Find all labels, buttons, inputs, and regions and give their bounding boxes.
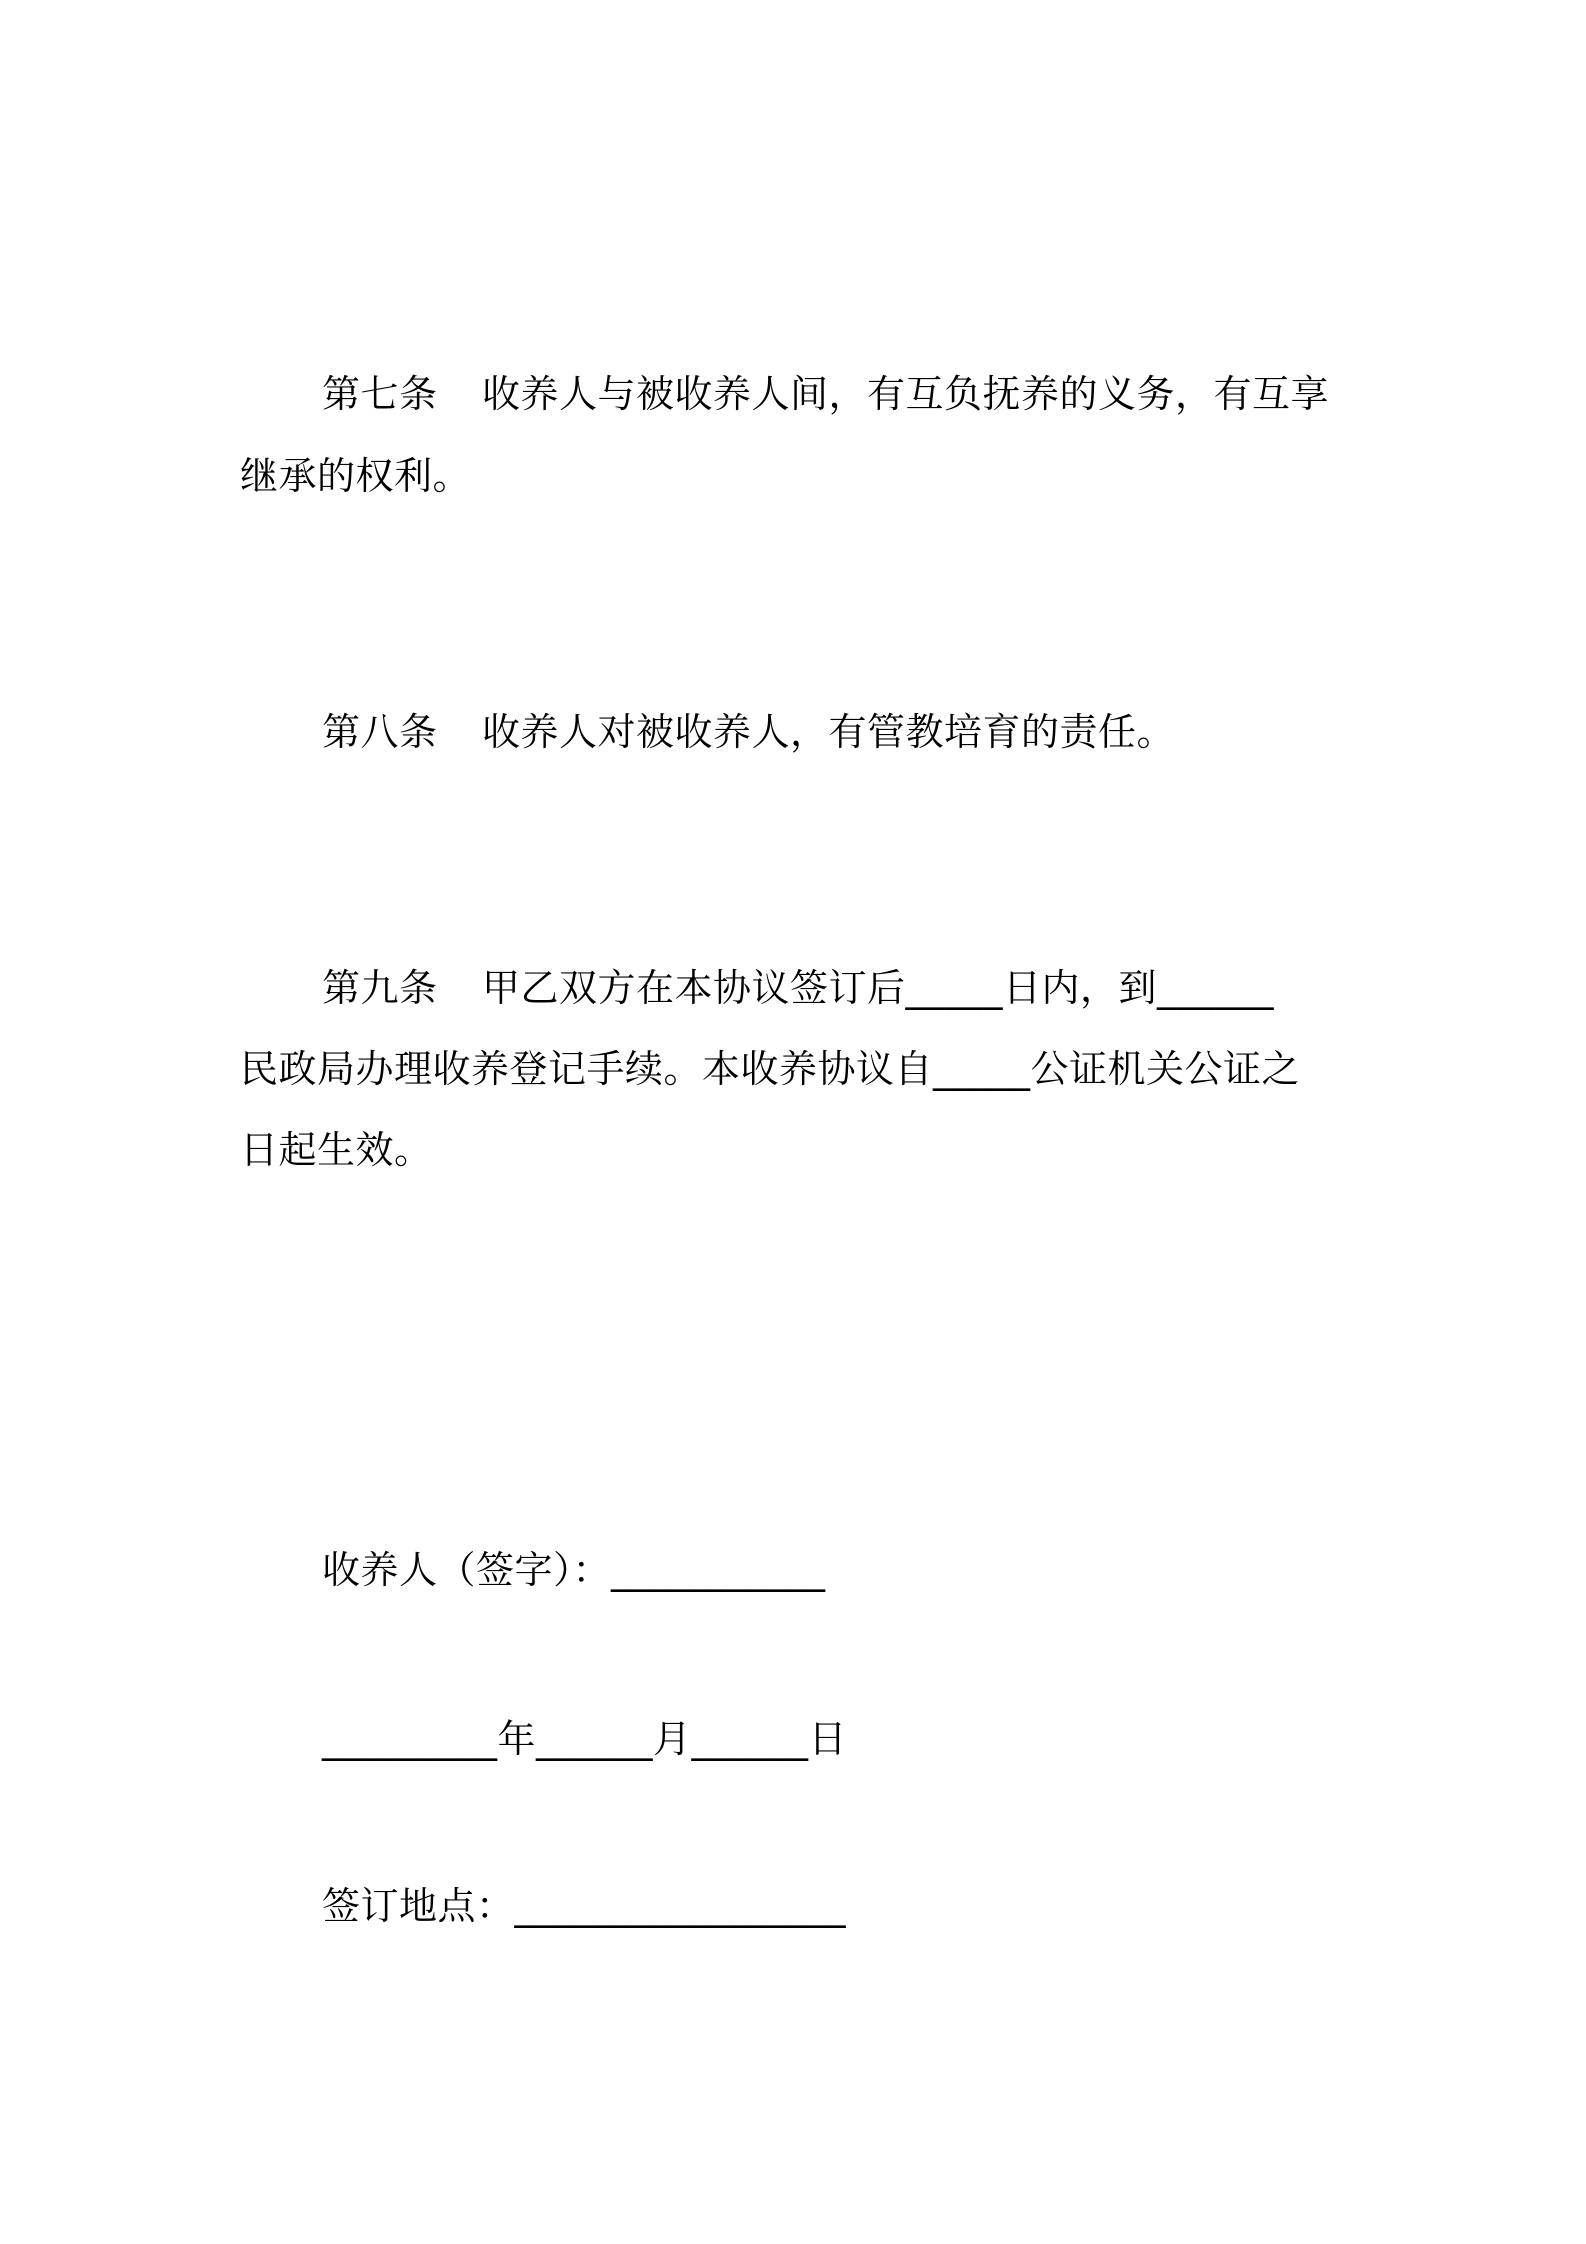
article-7-heading: 第七条 (322, 372, 438, 416)
signing-place-line: 签订地点：_________________ (322, 1884, 847, 1928)
article-8-text-1: 收养人对被收养人，有管教培育的责任。 (482, 710, 1176, 754)
article-9-line-1 (322, 962, 1274, 1014)
signing-date-line: _________年______月______日 (322, 1717, 848, 1761)
adopter-signature-line: 收养人（签字）：___________ (322, 1548, 826, 1592)
article-9-heading: 第九条 (322, 966, 438, 1010)
article-8-heading: 第八条 (322, 710, 438, 754)
article-9-text-2: 民政局办理收养登记手续。本收养协议自_____公证机关公证之 (240, 1047, 1301, 1091)
article-7-line-1 (322, 368, 1329, 420)
article-7-text-1: 收养人与被收养人间，有互负抚养的义务，有互享 (482, 372, 1330, 416)
article-9-text-1: 甲乙双方在本协议签订后_____日内，到______ (482, 966, 1275, 1010)
article-7-text-2: 继承的权利。 (240, 454, 472, 498)
article-8-line-1 (322, 706, 1175, 758)
article-9-text-3: 日起生效。 (240, 1128, 433, 1172)
